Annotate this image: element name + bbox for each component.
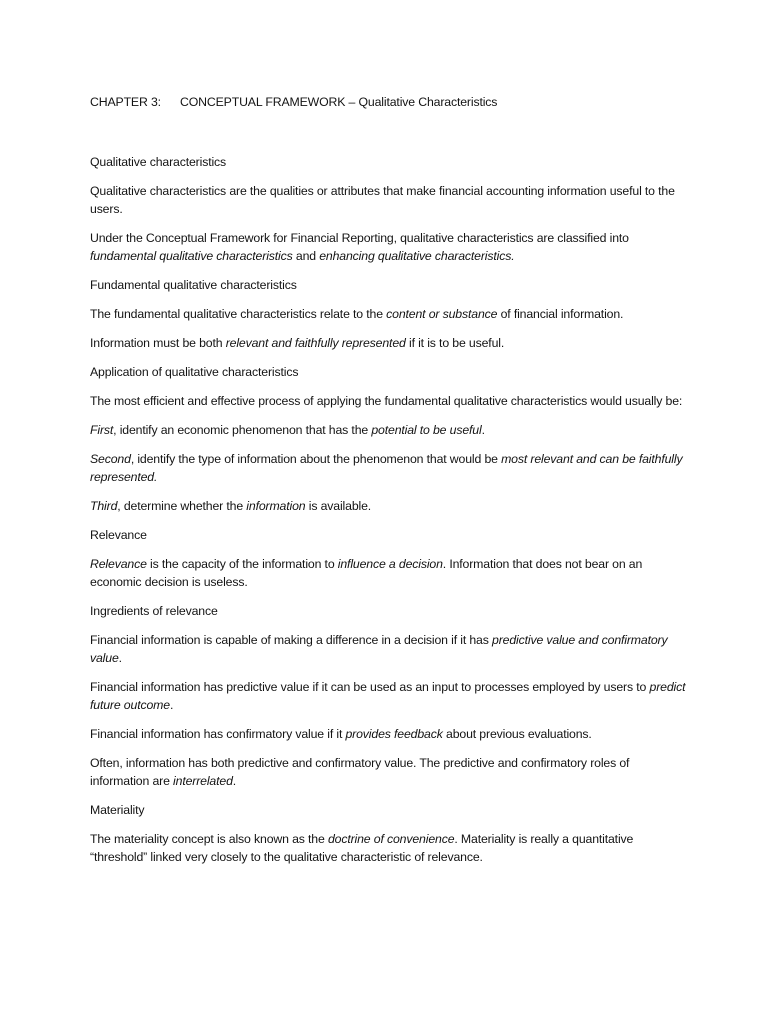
italic-text: relevant and faithfully represented [225, 336, 406, 350]
text-run: Information must be both [90, 336, 226, 350]
text-run: Under the Conceptual Framework for Financial Reporting, qualitative characteristics are classified into [90, 231, 629, 245]
body-paragraph [90, 450, 690, 486]
section-heading: Qualitative characteristics [90, 155, 227, 169]
document-body [90, 153, 690, 866]
italic-text: potential to be useful [371, 423, 482, 437]
body-paragraph [90, 421, 690, 439]
text-run: , identify an economic phenomenon that has the [113, 423, 372, 437]
text-run: , identify the type of information about the phenomenon that would be [130, 452, 502, 466]
body-paragraph [90, 830, 690, 866]
chapter-header [90, 93, 690, 111]
italic-text: information [246, 499, 306, 513]
text-run: . Information that does not bear on an economic decision is useless. [90, 557, 643, 589]
body-paragraph [90, 305, 690, 323]
italic-text: Relevance [90, 557, 147, 571]
text-run: Often, information has both predictive and confirmatory value. The predictive and confirmatory roles of information are [90, 756, 630, 788]
text-run: , determine whether the [117, 499, 247, 513]
body-paragraph [90, 182, 690, 218]
text-run: . [169, 698, 174, 712]
text-run: . [232, 774, 237, 788]
body-paragraph [90, 678, 690, 714]
text-run: . [118, 651, 122, 665]
text-run: Financial information has predictive value if it can be used as an input to processes employed by users to [90, 680, 650, 694]
section-heading: Application of qualitative characteristics [90, 365, 299, 379]
italic-text: most relevant and can be faithfully represented. [90, 452, 683, 484]
italic-text: interrelated [173, 774, 233, 788]
text-run: of financial information. [497, 307, 624, 321]
body-paragraph [90, 725, 690, 743]
text-run: . [481, 423, 485, 437]
italic-text: Second [90, 452, 131, 466]
italic-text: content or substance [386, 307, 498, 321]
italic-text: influence a decision [337, 557, 443, 571]
chapter-title: CONCEPTUAL FRAMEWORK – Qualitative Characteristics [180, 95, 498, 109]
body-paragraph [90, 229, 690, 265]
body-paragraph [90, 754, 690, 790]
body-paragraph [90, 392, 690, 410]
section-heading: Relevance [90, 528, 147, 542]
italic-text: provides feedback [345, 727, 443, 741]
chapter-number: CHAPTER 3: [90, 95, 161, 109]
document-page [90, 93, 690, 877]
text-run: Financial information has confirmatory value if it [90, 727, 346, 741]
text-run: and [292, 249, 320, 263]
text-run: is the capacity of the information to [146, 557, 338, 571]
text-run: The materiality concept is also known as the [90, 832, 328, 846]
italic-text: predictive value and confirmatory value [90, 633, 668, 665]
text-run: The fundamental qualitative characteristics relate to the [90, 307, 387, 321]
body-paragraph [90, 631, 690, 667]
italic-text: predict future outcome [90, 680, 686, 712]
body-paragraph [90, 497, 690, 515]
italic-text: First [90, 423, 114, 437]
italic-text: doctrine of convenience [327, 832, 455, 846]
text-run: if it is to be useful. [405, 336, 505, 350]
text-run: is available. [305, 499, 372, 513]
body-paragraph [90, 334, 690, 352]
text-run: Qualitative characteristics are the qualities or attributes that make financial accounting information useful to the users. [90, 184, 675, 216]
text-run: . Materiality is really a quantitative “threshold” linked very closely to the qualitative characteristic of relevance. [90, 832, 634, 864]
text-run: Financial information is capable of making a difference in a decision if it has [90, 633, 492, 647]
body-paragraph [90, 555, 690, 591]
section-heading: Fundamental qualitative characteristics [90, 278, 297, 292]
text-run: about previous evaluations. [442, 727, 592, 741]
text-run: The most efficient and effective process of applying the fundamental qualitative characteristics would usually be: [90, 394, 683, 408]
section-heading: Materiality [90, 803, 145, 817]
section-heading: Ingredients of relevance [90, 604, 218, 618]
italic-text: enhancing qualitative characteristics. [319, 249, 515, 263]
italic-text: fundamental qualitative characteristics [90, 249, 293, 263]
italic-text: Third [90, 499, 118, 513]
